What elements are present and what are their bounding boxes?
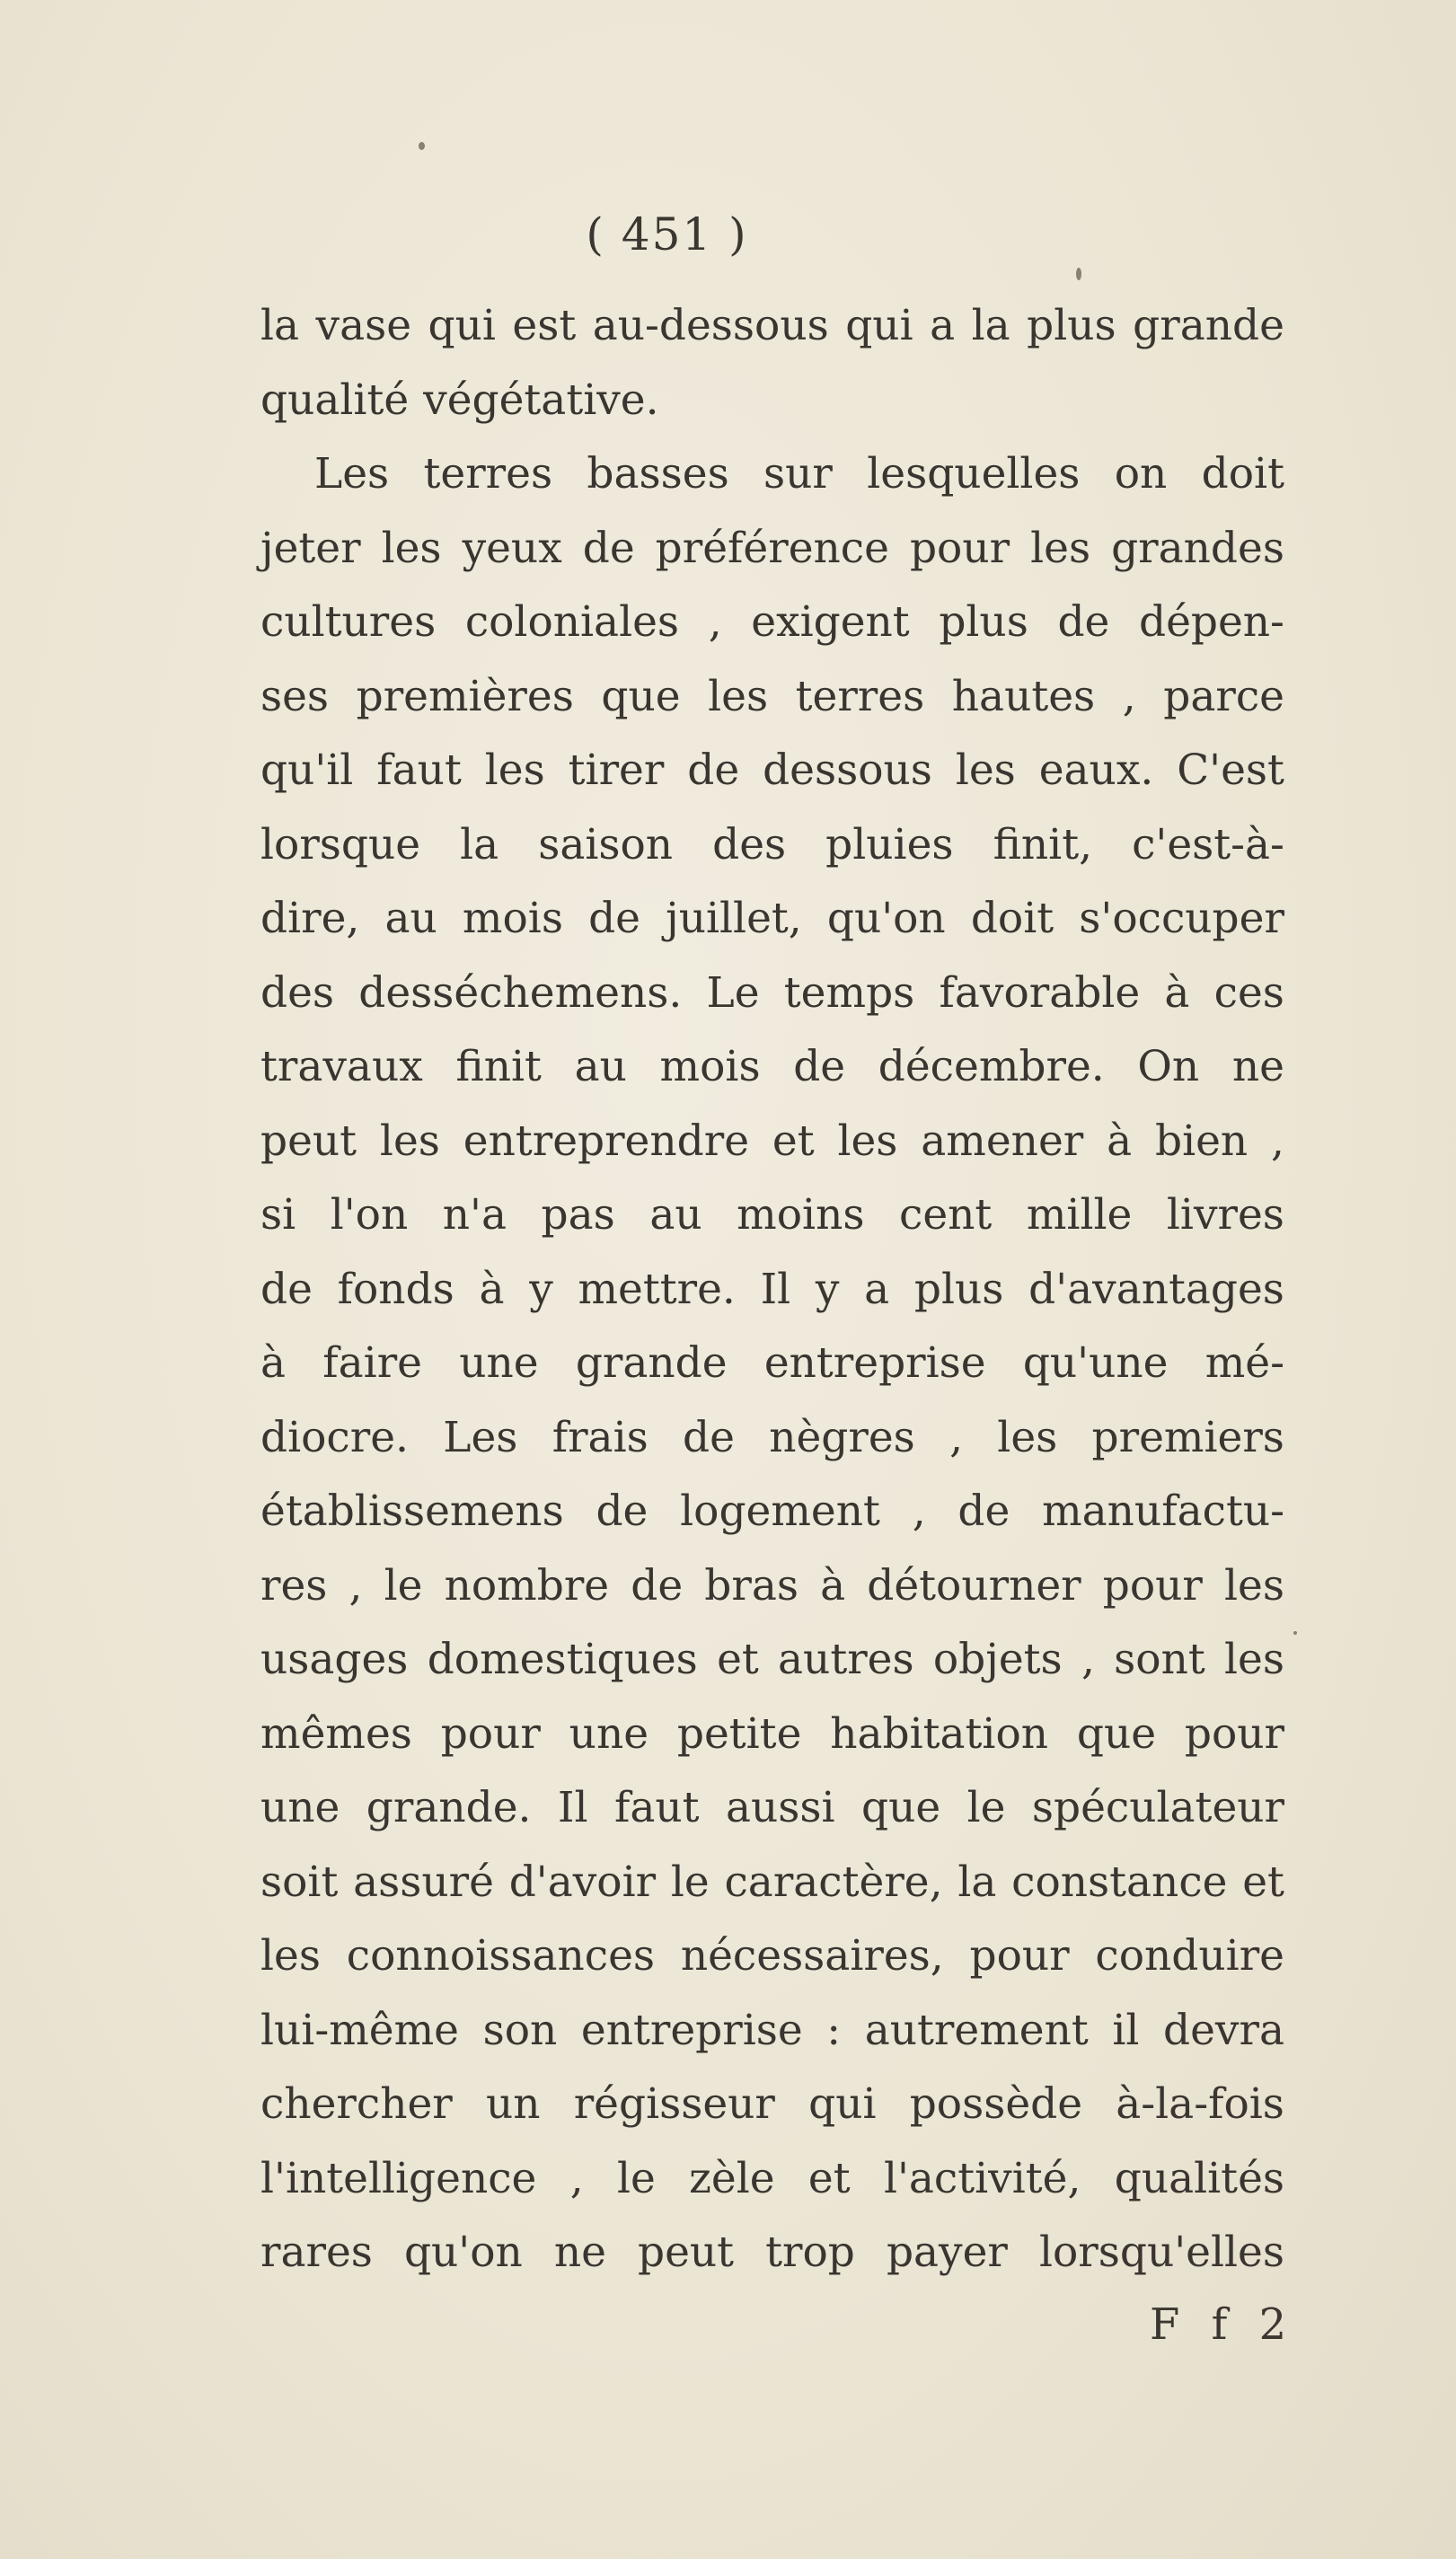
text-line — [260, 1178, 1284, 1253]
word: cultures — [260, 597, 437, 647]
word: de — [588, 894, 640, 943]
word: premières — [356, 671, 574, 721]
word: a — [930, 301, 956, 350]
text-line — [260, 1994, 1284, 2069]
word: s'occuper — [1079, 894, 1284, 943]
text-line — [260, 1327, 1284, 1401]
word: livres — [1166, 1190, 1284, 1240]
word: nombre — [444, 1560, 610, 1610]
word: logement — [680, 1487, 880, 1536]
word: qui — [428, 301, 496, 350]
word: lorsque — [260, 819, 421, 869]
word: pour — [909, 523, 1010, 573]
word: rares — [260, 2228, 373, 2277]
word: , — [949, 1412, 964, 1462]
word: de — [957, 1487, 1010, 1536]
word: temps — [783, 967, 915, 1018]
word: Il — [557, 1783, 588, 1832]
word: pour — [969, 1931, 1070, 1981]
word: qu'on — [826, 894, 946, 943]
word: à — [1107, 1116, 1133, 1166]
word: saison — [538, 819, 674, 869]
word: les — [381, 523, 442, 573]
word: travaux — [260, 1042, 423, 1091]
word: que — [860, 1783, 941, 1832]
word: juillet, — [666, 894, 802, 943]
word: ne — [553, 2228, 606, 2277]
word: doit — [970, 894, 1054, 943]
word: mé- — [1205, 1338, 1284, 1388]
word: lui-même — [260, 2005, 459, 2055]
word: si — [260, 1190, 296, 1240]
word: que — [1076, 1708, 1157, 1759]
word: qui — [845, 301, 913, 350]
word: mois — [462, 894, 563, 943]
word: grande. — [366, 1783, 532, 1832]
text-line — [260, 1253, 1284, 1328]
word: les — [997, 1412, 1058, 1462]
word: assuré — [353, 1857, 494, 1907]
word: moins — [737, 1190, 865, 1240]
word: que — [601, 671, 681, 721]
word: il — [1112, 2005, 1140, 2055]
word: de — [582, 523, 635, 573]
word: habitation — [830, 1708, 1049, 1759]
text-line — [260, 437, 1284, 512]
text-line — [260, 1771, 1284, 1846]
word: au-dessous — [592, 301, 829, 350]
word: zèle — [689, 2153, 775, 2203]
word: plus — [1027, 301, 1116, 350]
word: yeux — [462, 523, 562, 573]
word: à — [820, 1560, 846, 1610]
word: petite — [676, 1708, 802, 1759]
word: exigent — [751, 597, 910, 647]
word: un — [485, 2079, 541, 2129]
word: on — [1114, 449, 1168, 499]
word: de — [631, 1560, 684, 1610]
text-line — [260, 512, 1284, 587]
word: On — [1137, 1042, 1200, 1091]
word: préférence — [655, 523, 889, 573]
word: Les — [443, 1412, 518, 1462]
word: vase — [315, 301, 412, 350]
word: caractère, — [724, 1857, 943, 1907]
word: le — [670, 1857, 710, 1907]
word: nègres — [769, 1412, 915, 1462]
word: tirer — [568, 746, 665, 795]
word: végétative. — [423, 375, 659, 425]
word: devra — [1163, 2005, 1284, 2055]
word: spéculateur — [1031, 1783, 1284, 1832]
word: de — [683, 1412, 735, 1462]
ink-speck — [1293, 1631, 1297, 1635]
word: le — [384, 1560, 423, 1610]
word: pour — [440, 1708, 541, 1759]
text-line — [260, 957, 1284, 1031]
word: grandes — [1111, 523, 1284, 573]
text-line — [260, 2216, 1284, 2290]
word: une — [569, 1708, 649, 1759]
word: mettre. — [578, 1264, 736, 1314]
text-line — [260, 2142, 1284, 2217]
word: les — [955, 746, 1016, 795]
word: connoissances — [346, 1931, 656, 1981]
word: objets — [932, 1635, 1063, 1684]
word: qualités — [1114, 2153, 1284, 2203]
signature-mark: F f 2 — [1150, 2299, 1296, 2350]
word: de — [1057, 597, 1110, 647]
word: les — [1030, 523, 1091, 573]
text-line — [260, 734, 1284, 808]
word: mêmes — [260, 1708, 412, 1759]
word: n'a — [442, 1190, 507, 1240]
text-line — [260, 1475, 1284, 1549]
word: établissemens — [260, 1487, 564, 1536]
text-line — [260, 808, 1284, 883]
word: finit, — [993, 819, 1093, 869]
word: et — [717, 1635, 759, 1684]
word: chercher — [260, 2079, 453, 2129]
word: au — [574, 1042, 627, 1091]
text-line — [260, 1030, 1284, 1105]
word: favorable — [939, 967, 1141, 1018]
text-line — [260, 660, 1284, 735]
word: d'avantages — [1028, 1264, 1284, 1314]
word: la — [971, 301, 1010, 350]
text-line — [260, 2068, 1284, 2142]
word: grande — [575, 1338, 728, 1388]
word: les — [484, 746, 545, 795]
word: les — [379, 1116, 440, 1166]
word: son — [482, 2005, 558, 2055]
word: qu'il — [260, 746, 354, 795]
word: hautes — [951, 671, 1096, 721]
word: diocre. — [260, 1412, 409, 1462]
text-line — [260, 1919, 1284, 1994]
word: une — [459, 1338, 539, 1388]
word: res — [260, 1560, 328, 1610]
word: manufactu- — [1042, 1487, 1284, 1536]
word: la — [260, 301, 300, 350]
word: , — [1081, 1635, 1095, 1684]
word: ces — [1213, 967, 1284, 1018]
word: lesquelles — [867, 449, 1081, 499]
word: coloniales — [464, 597, 680, 647]
word: à — [260, 1338, 287, 1388]
ink-speck — [419, 142, 425, 150]
word: , — [912, 1487, 926, 1536]
word: des — [260, 967, 335, 1018]
word: qualité — [260, 375, 410, 425]
word: sur — [763, 449, 833, 499]
word: faut — [613, 1783, 700, 1832]
word: terres — [423, 449, 553, 499]
word: régisseur — [573, 2079, 775, 2129]
word: fonds — [337, 1264, 454, 1314]
word: de — [260, 1264, 313, 1314]
word: peut — [260, 1116, 357, 1166]
word: soit — [260, 1857, 339, 1907]
word: cent — [899, 1190, 993, 1240]
word: peut — [638, 2228, 735, 2277]
word: pour — [1184, 1708, 1284, 1759]
word: les — [708, 671, 769, 721]
word: mille — [1026, 1190, 1133, 1240]
word: la — [957, 1857, 997, 1907]
word: parce — [1163, 671, 1284, 721]
word: qu'une — [1022, 1338, 1169, 1388]
word: à — [1164, 967, 1190, 1018]
word: possède — [909, 2079, 1083, 2129]
word: constance — [1011, 1857, 1228, 1907]
word: et — [1242, 1857, 1284, 1907]
word: Le — [706, 967, 760, 1018]
text-line — [260, 1549, 1284, 1624]
word: trop — [765, 2228, 855, 2277]
word: , — [708, 597, 722, 647]
word: bras — [704, 1560, 799, 1610]
word: ses — [260, 671, 330, 721]
word: bien — [1154, 1116, 1249, 1166]
word: pour — [1102, 1560, 1203, 1610]
word: d'avoir — [508, 1857, 657, 1907]
word: entreprise — [763, 1338, 986, 1388]
word: de — [793, 1042, 846, 1091]
word: jeter — [260, 523, 361, 573]
text-line — [260, 882, 1284, 957]
word: lorsqu'elles — [1038, 2228, 1284, 2277]
word: et — [807, 2153, 851, 2203]
text-line — [260, 1846, 1284, 1920]
word: faut — [376, 746, 462, 795]
word: faire — [322, 1338, 422, 1388]
text-line — [260, 1401, 1284, 1476]
body-text — [260, 289, 1284, 2290]
word: y — [529, 1264, 553, 1314]
text-line — [260, 1698, 1284, 1772]
word: frais — [552, 1412, 649, 1462]
word: entreprise — [580, 2005, 803, 2055]
word: basses — [587, 449, 729, 499]
word: dessous — [763, 746, 932, 795]
word: les — [837, 1116, 898, 1166]
word: : — [826, 2005, 842, 2055]
word: plus — [939, 597, 1028, 647]
word: l'intelligence — [260, 2153, 537, 2203]
word: dépen- — [1138, 597, 1284, 647]
word: , — [1271, 1116, 1284, 1166]
word: pas — [541, 1190, 615, 1240]
word: eaux. — [1038, 746, 1154, 795]
word: terres — [795, 671, 925, 721]
word: C'est — [1177, 746, 1284, 795]
word: c'est-à- — [1132, 819, 1284, 869]
word: Les — [314, 449, 390, 499]
text-line — [260, 586, 1284, 660]
word: détourner — [867, 1560, 1081, 1610]
word: les — [1224, 1560, 1284, 1610]
word: desséchemens. — [358, 967, 683, 1018]
word: l'activité, — [883, 2153, 1081, 2203]
word: sont — [1114, 1635, 1205, 1684]
word: la — [460, 819, 499, 869]
word: usages — [260, 1635, 409, 1684]
word: payer — [886, 2228, 1008, 2277]
word: les — [260, 1931, 321, 1981]
word: qui — [808, 2079, 877, 2129]
word: doit — [1201, 449, 1284, 499]
text-line — [260, 1623, 1284, 1698]
word: grande — [1133, 301, 1284, 350]
word: ne — [1231, 1042, 1284, 1091]
word: premiers — [1091, 1412, 1284, 1462]
text-line — [260, 1105, 1284, 1179]
word: l'on — [330, 1190, 409, 1240]
page-number: ( 451 ) — [586, 208, 748, 260]
word: y — [815, 1264, 840, 1314]
word: est — [512, 301, 577, 350]
word: le — [616, 2153, 656, 2203]
word: à-la-fois — [1116, 2079, 1284, 2129]
word: au — [384, 894, 437, 943]
text-line — [260, 364, 1284, 438]
text-line — [260, 289, 1284, 364]
word: pluies — [825, 819, 954, 869]
word: conduire — [1095, 1931, 1284, 1981]
word: mois — [659, 1042, 761, 1091]
word: nécessaires, — [680, 1931, 944, 1981]
word: au — [649, 1190, 702, 1240]
word: autrement — [864, 2005, 1089, 2055]
word: décembre. — [878, 1042, 1105, 1091]
word: amener — [921, 1116, 1084, 1166]
word: dire, — [260, 894, 360, 943]
word: de — [687, 746, 740, 795]
word: une — [260, 1783, 340, 1832]
word: autres — [778, 1635, 914, 1684]
word: des — [712, 819, 787, 869]
word: le — [966, 1783, 1006, 1832]
word: entreprendre — [463, 1116, 750, 1166]
word: , — [349, 1560, 363, 1610]
word: , — [1122, 671, 1136, 721]
word: les — [1224, 1635, 1284, 1684]
word: de — [596, 1487, 649, 1536]
word: à — [479, 1264, 505, 1314]
word: , — [569, 2153, 584, 2203]
word: a — [864, 1264, 890, 1314]
word: finit — [455, 1042, 542, 1091]
ink-speck — [1076, 268, 1081, 280]
word: aussi — [725, 1783, 835, 1832]
word: domestiques — [427, 1635, 698, 1684]
word: plus — [913, 1264, 1004, 1314]
word: et — [772, 1116, 815, 1166]
word: qu'on — [403, 2228, 523, 2277]
word: Il — [760, 1264, 791, 1314]
